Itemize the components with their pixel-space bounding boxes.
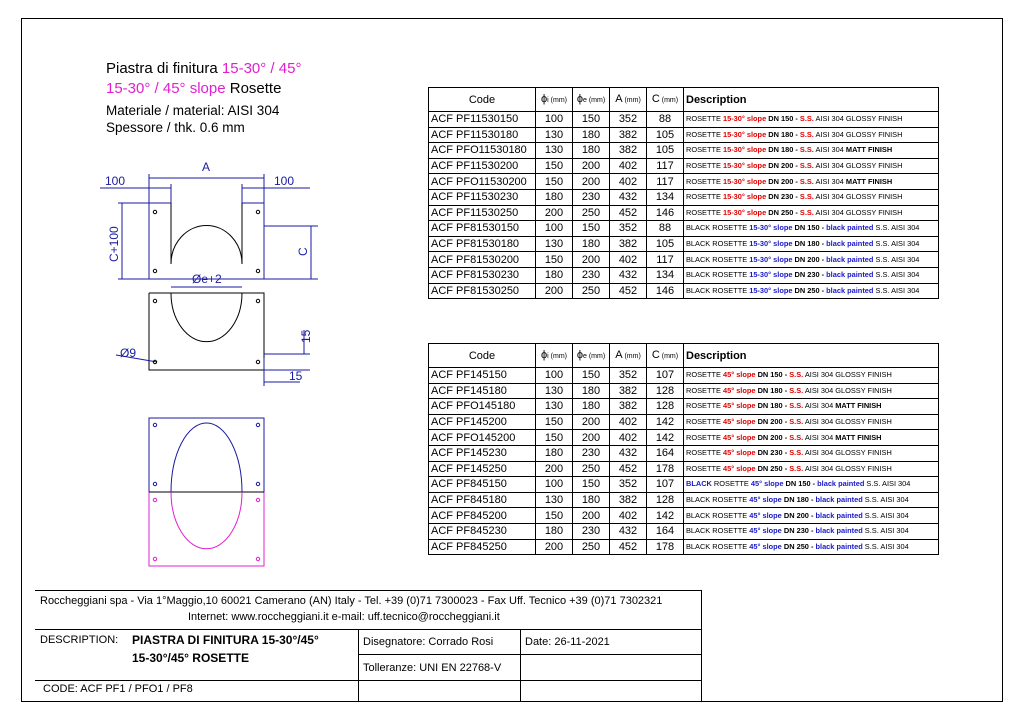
table-45-slope (428, 343, 939, 555)
cell-de: 200 (573, 158, 610, 174)
cell-code: ACF PF845150 (429, 477, 536, 493)
table-row (429, 414, 939, 430)
cell-c: 105 (647, 143, 684, 159)
col-code: Code (429, 88, 536, 112)
cell-description: ROSETTE 15-30° slope DN 200 - S.S. AISI 304 GLOSSY FINISH (684, 158, 939, 174)
table-row (429, 523, 939, 539)
table-row (429, 174, 939, 190)
cell-code: ACF PF81530150 (429, 221, 536, 237)
thickness-label: Spessore / thk. 0.6 mm (106, 120, 245, 135)
cell-c: 178 (647, 461, 684, 477)
table-row (429, 158, 939, 174)
cell-description: ROSETTE 45° slope DN 200 - S.S. AISI 304 MATT FINISH (684, 430, 939, 446)
dim-15v-label: 15 (299, 329, 313, 343)
cell-a: 452 (610, 205, 647, 221)
cell-a: 382 (610, 383, 647, 399)
cell-a: 402 (610, 508, 647, 524)
col-c: C (mm) (647, 344, 684, 368)
cell-description: BLACK ROSETTE 15-30° slope DN 250 - black painted S.S. AISI 304 (684, 283, 939, 299)
cell-code: ACF PF145150 (429, 368, 536, 384)
cell-c: 146 (647, 283, 684, 299)
col-de: ϕe (mm) (573, 344, 610, 368)
cell-di: 180 (536, 523, 573, 539)
cell-de: 230 (573, 267, 610, 283)
designer-field: Disegnatore: Corrado Rosi (363, 636, 494, 648)
cell-code: ACF PF145200 (429, 414, 536, 430)
cell-code: ACF PF145180 (429, 383, 536, 399)
cell-code: ACF PF11530200 (429, 158, 536, 174)
cell-code: ACF PF81530200 (429, 252, 536, 268)
cell-a: 402 (610, 414, 647, 430)
cell-di: 180 (536, 189, 573, 205)
cell-description: ROSETTE 45° slope DN 230 - S.S. AISI 304 GLOSSY FINISH (684, 445, 939, 461)
cell-description: BLACK ROSETTE 45° slope DN 230 - black painted S.S. AISI 304 (684, 523, 939, 539)
cell-c: 128 (647, 383, 684, 399)
dim-right-label: 100 (274, 174, 295, 188)
cell-de: 250 (573, 283, 610, 299)
cell-c: 107 (647, 477, 684, 493)
sheet-subtitle: 15-30° / 45° slope Rosette (106, 80, 282, 97)
cell-di: 100 (536, 112, 573, 128)
cell-c: 142 (647, 414, 684, 430)
cell-c: 142 (647, 430, 684, 446)
cell-description: BLACK ROSETTE 15-30° slope DN 200 - black painted S.S. AISI 304 (684, 252, 939, 268)
cell-description: ROSETTE 15-30° slope DN 150 - S.S. AISI 304 GLOSSY FINISH (684, 112, 939, 128)
table-row (429, 283, 939, 299)
cell-c: 105 (647, 236, 684, 252)
cell-code: ACF PFO145200 (429, 430, 536, 446)
cell-a: 352 (610, 477, 647, 493)
date-field: Date: 26-11-2021 (525, 636, 610, 648)
cell-code: ACF PF81530230 (429, 267, 536, 283)
cell-code: ACF PF11530230 (429, 189, 536, 205)
cell-di: 130 (536, 127, 573, 143)
cell-di: 150 (536, 158, 573, 174)
company-address: Roccheggiani spa - Via 1°Maggio,10 60021 Camerano (AN) Italy - Tel. +39 (0)71 7300023 - Fax Uff. Tecnico +39 (0)71 7302321 (40, 595, 663, 607)
cell-code: ACF PFO145180 (429, 399, 536, 415)
cell-code: ACF PF845200 (429, 508, 536, 524)
description-label: DESCRIPTION: (40, 634, 119, 646)
cell-description: ROSETTE 45° slope DN 180 - S.S. AISI 304 MATT FINISH (684, 399, 939, 415)
cell-de: 250 (573, 461, 610, 477)
cell-code: ACF PF11530180 (429, 127, 536, 143)
table-row (429, 383, 939, 399)
description-line-1: PIASTRA DI FINITURA 15-30°/45° (132, 633, 319, 647)
cell-a: 402 (610, 174, 647, 190)
cell-di: 200 (536, 283, 573, 299)
cell-description: BLACK ROSETTE 45° slope DN 250 - black painted S.S. AISI 304 (684, 539, 939, 555)
cell-a: 432 (610, 445, 647, 461)
cell-c: 142 (647, 508, 684, 524)
col-a: A (mm) (610, 88, 647, 112)
cell-c: 88 (647, 112, 684, 128)
material-label: Materiale / material: AISI 304 (106, 103, 280, 118)
cell-de: 250 (573, 205, 610, 221)
cell-de: 250 (573, 539, 610, 555)
cell-di: 150 (536, 174, 573, 190)
cell-c: 164 (647, 523, 684, 539)
cell-code: ACF PF845180 (429, 492, 536, 508)
table-row (429, 267, 939, 283)
cell-de: 150 (573, 477, 610, 493)
dim-a-label: A (202, 160, 211, 174)
cell-de: 150 (573, 221, 610, 237)
table-row (429, 143, 939, 159)
cell-a: 382 (610, 127, 647, 143)
cell-description: BLACK ROSETTE 15-30° slope DN 150 - black painted S.S. AISI 304 (684, 221, 939, 237)
cell-de: 200 (573, 252, 610, 268)
col-a: A (mm) (610, 344, 647, 368)
cell-code: ACF PF845250 (429, 539, 536, 555)
table-row (429, 368, 939, 384)
cell-di: 130 (536, 492, 573, 508)
table-row (429, 252, 939, 268)
cell-description: ROSETTE 15-30° slope DN 180 - S.S. AISI 304 MATT FINISH (684, 143, 939, 159)
cell-di: 180 (536, 267, 573, 283)
cell-a: 402 (610, 158, 647, 174)
cell-c: 128 (647, 492, 684, 508)
cell-description: BLACK ROSETTE 45° slope DN 150 - black painted S.S. AISI 304 (684, 477, 939, 493)
cell-di: 150 (536, 508, 573, 524)
cell-de: 200 (573, 508, 610, 524)
code-field: CODE: ACF PF1 / PFO1 / PF8 (43, 683, 193, 695)
cell-c: 117 (647, 174, 684, 190)
cell-description: ROSETTE 45° slope DN 200 - S.S. AISI 304 GLOSSY FINISH (684, 414, 939, 430)
cell-c: 105 (647, 127, 684, 143)
title-block (35, 590, 702, 701)
table-row (429, 508, 939, 524)
cell-a: 452 (610, 539, 647, 555)
dim-o9-label: Ø9 (120, 346, 137, 360)
cell-description: ROSETTE 45° slope DN 180 - S.S. AISI 304 GLOSSY FINISH (684, 383, 939, 399)
cell-di: 130 (536, 143, 573, 159)
company-contacts: Internet: www.roccheggiani.it e-mail: uff.tecnico@roccheggiani.it (188, 611, 500, 623)
cell-di: 130 (536, 383, 573, 399)
table-row (429, 112, 939, 128)
cell-de: 200 (573, 174, 610, 190)
cell-code: ACF PF81530180 (429, 236, 536, 252)
cell-code: ACF PF81530250 (429, 283, 536, 299)
cell-c: 117 (647, 158, 684, 174)
cell-description: BLACK ROSETTE 15-30° slope DN 230 - black painted S.S. AISI 304 (684, 267, 939, 283)
cell-a: 432 (610, 267, 647, 283)
table-row (429, 221, 939, 237)
cell-c: 134 (647, 189, 684, 205)
cell-de: 180 (573, 143, 610, 159)
cell-code: ACF PFO11530200 (429, 174, 536, 190)
cell-di: 150 (536, 252, 573, 268)
table-row (429, 189, 939, 205)
dim-c-label: C (296, 247, 310, 256)
table-row (429, 127, 939, 143)
cell-a: 432 (610, 523, 647, 539)
cell-description: BLACK ROSETTE 45° slope DN 200 - black painted S.S. AISI 304 (684, 508, 939, 524)
table-row (429, 236, 939, 252)
description-line-2: 15-30°/45° ROSETTE (132, 651, 249, 665)
cell-c: 178 (647, 539, 684, 555)
cell-de: 230 (573, 523, 610, 539)
col-code: Code (429, 344, 536, 368)
cell-di: 150 (536, 430, 573, 446)
cell-a: 452 (610, 283, 647, 299)
cell-di: 150 (536, 414, 573, 430)
dim-c100-label: C+100 (107, 226, 121, 262)
cell-a: 352 (610, 221, 647, 237)
cell-a: 352 (610, 112, 647, 128)
table-row (429, 492, 939, 508)
cell-description: BLACK ROSETTE 15-30° slope DN 180 - black painted S.S. AISI 304 (684, 236, 939, 252)
col-description: Description (684, 344, 939, 368)
cell-code: ACF PF11530150 (429, 112, 536, 128)
cell-a: 452 (610, 461, 647, 477)
dim-oe-label: Øe+2 (192, 272, 222, 286)
cell-c: 146 (647, 205, 684, 221)
table-row (429, 205, 939, 221)
cell-di: 200 (536, 205, 573, 221)
cell-description: BLACK ROSETTE 45° slope DN 180 - black painted S.S. AISI 304 (684, 492, 939, 508)
cell-de: 200 (573, 414, 610, 430)
cell-c: 107 (647, 368, 684, 384)
cell-de: 180 (573, 399, 610, 415)
cell-code: ACF PF11530250 (429, 205, 536, 221)
cell-c: 134 (647, 267, 684, 283)
cell-de: 180 (573, 383, 610, 399)
cell-di: 180 (536, 445, 573, 461)
cell-di: 100 (536, 477, 573, 493)
cell-a: 382 (610, 143, 647, 159)
col-di: ϕi (mm) (536, 344, 573, 368)
cell-description: ROSETTE 15-30° slope DN 180 - S.S. AISI 304 GLOSSY FINISH (684, 127, 939, 143)
table-row (429, 399, 939, 415)
cell-description: ROSETTE 45° slope DN 150 - S.S. AISI 304 GLOSSY FINISH (684, 368, 939, 384)
cell-di: 130 (536, 399, 573, 415)
cell-a: 402 (610, 430, 647, 446)
cell-a: 432 (610, 189, 647, 205)
cell-de: 180 (573, 236, 610, 252)
cell-de: 150 (573, 112, 610, 128)
table-15-30-slope (428, 87, 939, 299)
cell-code: ACF PF845230 (429, 523, 536, 539)
cell-di: 200 (536, 461, 573, 477)
table-row (429, 539, 939, 555)
cell-description: ROSETTE 15-30° slope DN 250 - S.S. AISI 304 GLOSSY FINISH (684, 205, 939, 221)
cell-di: 130 (536, 236, 573, 252)
table-row (429, 461, 939, 477)
table-row (429, 477, 939, 493)
cell-c: 128 (647, 399, 684, 415)
col-di: ϕi (mm) (536, 88, 573, 112)
cell-code: ACF PFO11530180 (429, 143, 536, 159)
cell-de: 230 (573, 445, 610, 461)
cell-c: 117 (647, 252, 684, 268)
cell-di: 200 (536, 539, 573, 555)
cell-a: 382 (610, 492, 647, 508)
cell-di: 100 (536, 368, 573, 384)
sheet-title: Piastra di finitura 15-30° / 45° (106, 60, 302, 77)
table-row (429, 430, 939, 446)
table-row (429, 445, 939, 461)
cell-code: ACF PF145230 (429, 445, 536, 461)
dim-15h-label: 15 (289, 369, 303, 383)
dim-left-label: 100 (105, 174, 126, 188)
cell-de: 180 (573, 492, 610, 508)
cell-a: 352 (610, 368, 647, 384)
col-description: Description (684, 88, 939, 112)
cell-code: ACF PF145250 (429, 461, 536, 477)
cell-c: 164 (647, 445, 684, 461)
cell-de: 230 (573, 189, 610, 205)
col-de: ϕe (mm) (573, 88, 610, 112)
cell-description: ROSETTE 15-30° slope DN 230 - S.S. AISI 304 GLOSSY FINISH (684, 189, 939, 205)
cell-di: 100 (536, 221, 573, 237)
cell-de: 150 (573, 368, 610, 384)
col-c: C (mm) (647, 88, 684, 112)
cell-description: ROSETTE 45° slope DN 250 - S.S. AISI 304 GLOSSY FINISH (684, 461, 939, 477)
cell-description: ROSETTE 15-30° slope DN 200 - S.S. AISI 304 MATT FINISH (684, 174, 939, 190)
cell-de: 200 (573, 430, 610, 446)
cell-a: 382 (610, 399, 647, 415)
cell-a: 382 (610, 236, 647, 252)
cell-de: 180 (573, 127, 610, 143)
cell-c: 88 (647, 221, 684, 237)
tolerance-field: Tolleranze: UNI EN 22768-V (363, 662, 502, 674)
cell-a: 402 (610, 252, 647, 268)
